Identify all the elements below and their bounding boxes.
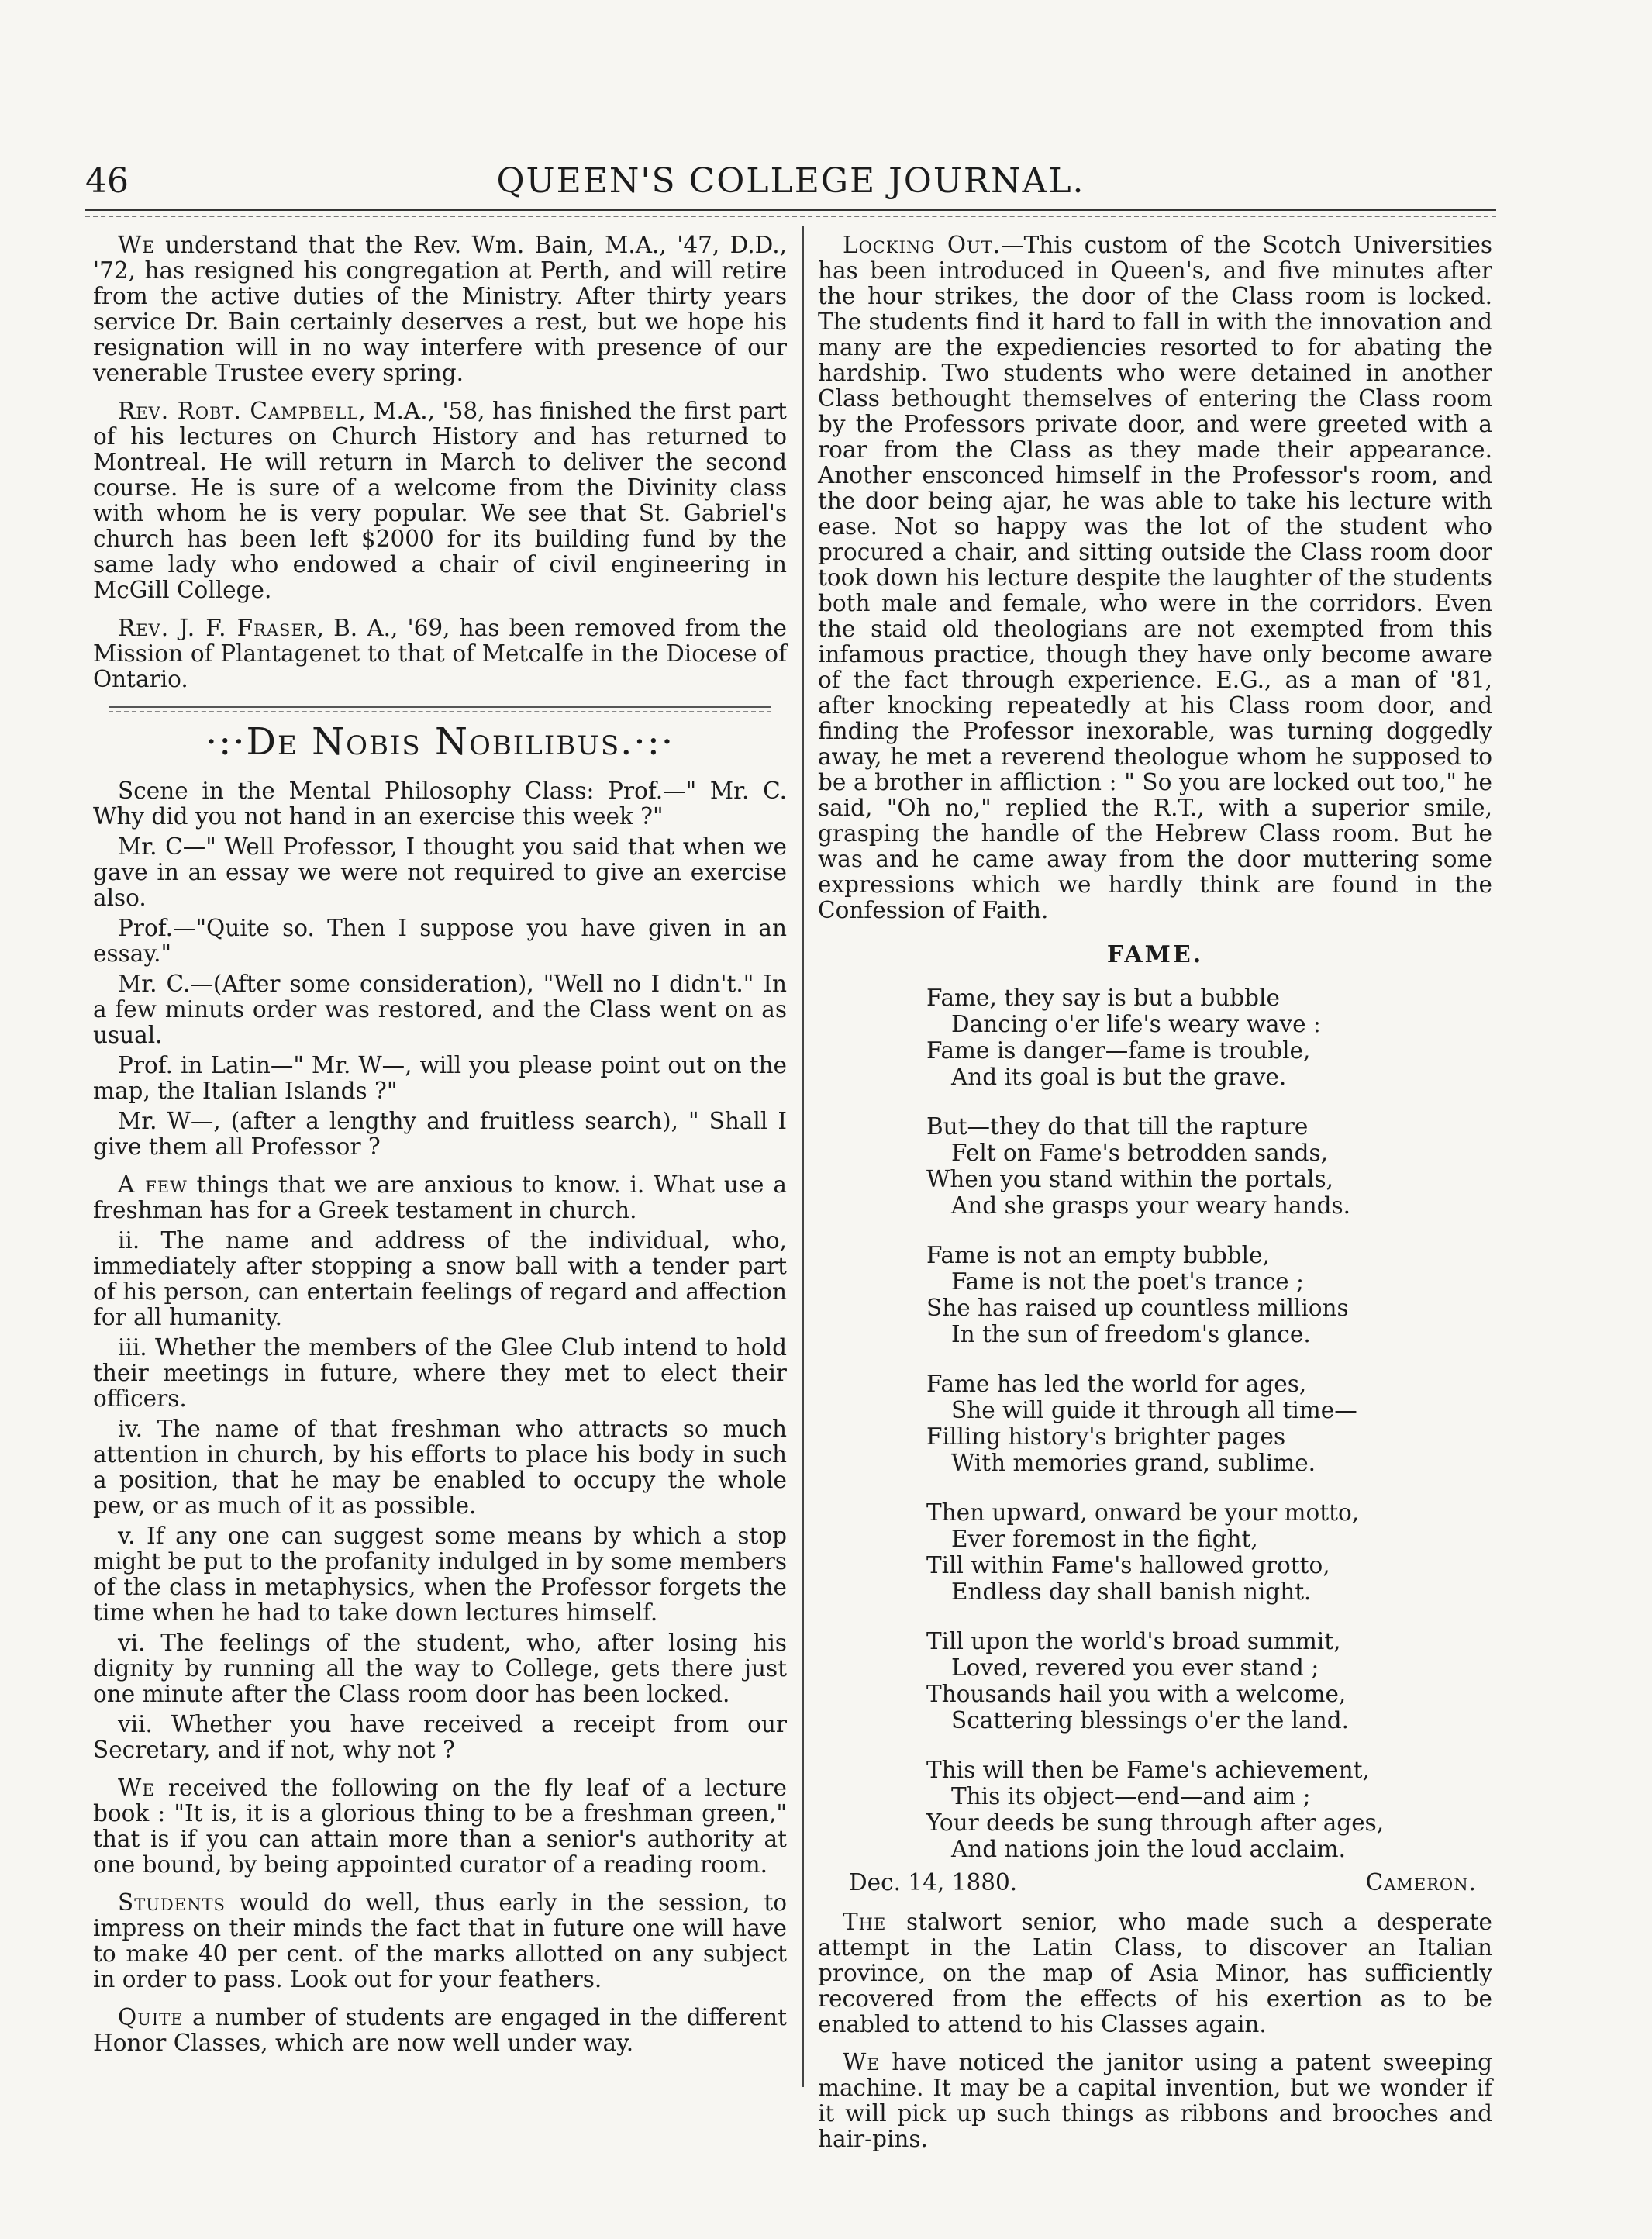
journal-title: QUEEN'S COLLEGE JOURNAL. xyxy=(496,161,1085,201)
list-item: ii. The name and address of the individual, who, immediately after stopping a snow ball with a tender part of his person, can entertain feelings of regard and affection for all humanity. xyxy=(93,1227,787,1330)
dialogue-line: Prof. in Latin—" Mr. W—, will you please point out on the map, the Italian Islands ?" xyxy=(93,1052,787,1104)
poem-line: Filling history's brighter pages xyxy=(926,1423,1286,1450)
paragraph-lead: Rev. J. F. Fraser xyxy=(118,615,317,641)
list-item: vi. The feelings of the student, who, after losing his dignity by running all the way to College, gets there just one minute after the Class room door has been locked. xyxy=(93,1630,787,1707)
poem-line: And its goal is but the grave. xyxy=(951,1064,1287,1090)
poem-line: When you stand within the portals, xyxy=(926,1166,1333,1192)
poem-line: In the sun of freedom's glance. xyxy=(951,1321,1311,1347)
paragraph-text: received the following on the fly leaf of a lecture book : "It is, it is a glorious thing to be a freshman green," that is if you can attain more than a senior's authority at one bound, by being appointed curator of a reading room. xyxy=(93,1775,787,1878)
list-item: iii. Whether the members of the Glee Club intend to hold their meetings in future, where they met to elect their officers. xyxy=(93,1334,787,1412)
dialogue-line: Prof.—"Quite so. Then I suppose you have given in an essay." xyxy=(93,915,787,967)
section-rule-dashed xyxy=(109,711,771,712)
poem-stanza xyxy=(926,1499,1492,1605)
paragraph-lead: Quite xyxy=(118,2004,184,2030)
poem-date: Dec. 14, 1880. xyxy=(849,1869,1018,1896)
news-paragraph-stalwort-senior xyxy=(818,1910,1492,2037)
poem-stanza xyxy=(926,1371,1492,1476)
poem-stanza xyxy=(926,1113,1492,1219)
poem-line: Then upward, onward be your motto, xyxy=(926,1499,1360,1526)
paragraph-text: things that we are anxious to know. i. What use a freshman has for a Greek testament in church. xyxy=(93,1171,787,1223)
list-item: vii. Whether you have received a receipt from our Secretary, and if not, why not ? xyxy=(93,1711,787,1763)
news-paragraph-students xyxy=(93,1890,787,1992)
paragraph-text: , B. A., '69, has been removed from the Mission of Plantagenet to that of Metcalfe in the Diocese of Ontario. xyxy=(93,615,787,692)
poem-line: Felt on Fame's betrodden sands, xyxy=(951,1140,1329,1166)
poem-line: But—they do that till the rapture xyxy=(926,1113,1309,1140)
poem-line: This will then be Fame's achievement, xyxy=(926,1757,1370,1783)
news-paragraph-janitor xyxy=(818,2050,1492,2152)
paragraph-text: , M.A., '58, has finished the first part of his lectures on Church History and has returned to Montreal. He will return in March to deliver the second course. He is sure of a welcome from the Divinity class with whom he is very popular. We see that St. Gabriel's church has been left $2000 for its building fund by the same lady who endowed a chair of civil engineering in McGill College. xyxy=(93,398,788,603)
poem-line: Dancing o'er life's weary wave : xyxy=(951,1011,1321,1037)
section-rule xyxy=(109,706,771,708)
poem-line: Endless day shall banish night. xyxy=(951,1578,1312,1605)
paragraph-lead: Students xyxy=(118,1889,226,1916)
news-paragraph-honor-classes xyxy=(93,2005,787,2056)
header-rule-dashed xyxy=(85,216,1496,217)
news-paragraph-locking-out xyxy=(818,233,1492,923)
poem-line: With memories grand, sublime. xyxy=(951,1450,1316,1476)
poem-line: Your deeds be sung through after ages, xyxy=(926,1809,1385,1836)
poem xyxy=(818,985,1492,1896)
column-divider xyxy=(802,226,804,2087)
scene-dialogue xyxy=(93,778,787,1160)
paragraph-lead: The xyxy=(843,1909,887,1935)
poem-line: This its object—end—and aim ; xyxy=(951,1783,1311,1809)
page-number: 46 xyxy=(85,161,129,201)
poem-line: Fame is not an empty bubble, xyxy=(926,1242,1270,1268)
poem-line: Fame is danger—fame is trouble, xyxy=(926,1037,1311,1064)
poem-line: Fame, they say is but a bubble xyxy=(926,985,1280,1011)
header-rule xyxy=(85,209,1496,211)
poem-line: Ever foremost in the fight, xyxy=(951,1526,1258,1552)
section-title: ·:·De Nobis Nobilibus.·:· xyxy=(205,720,675,764)
paragraph-lead: Rev. Robt. Campbell xyxy=(118,398,359,424)
paragraph-text: understand that the Rev. Wm. Bain, M.A., '47, D.D., '72, has resigned his congregation at Perth, and will retire from the active duties of the Ministry. After thirty years service Dr. Bain certainly deserves a rest, but we hope his resignation will in no way interfere with presence of our venerable Trustee every spring. xyxy=(93,232,787,386)
right-column xyxy=(818,233,1492,2165)
poem-line: And nations join the loud acclaim. xyxy=(951,1836,1347,1862)
poem-title: FAME. xyxy=(1106,941,1204,968)
news-paragraph-fraser xyxy=(93,616,787,692)
poem-line: Till within Fame's hallowed grotto, xyxy=(926,1552,1330,1578)
dialogue-line: Mr. C—" Well Professor, I thought you said that when we gave in an essay we were not required to give an exercise also. xyxy=(93,833,787,911)
paragraph-text: —This custom of the Scotch Universities has been introduced in Queen's, and five minutes after the hour strikes, the door of the Class room is locked. The students find it hard to fall in with the innovation and many are the expediencies resorted to for abating the hardship. Two students who were detained in another Class bethought themselves of entering the Class room by the Professors private door, and were greeted with a roar from the Class as they made their appearance. Another ensconced himself in the Professor's room, and the door being ajar, he was able to take his lecture with ease. Not so happy was the lot of the student who procured a chair, and sitting outside the Class room door took down his lecture despite the laughter of the students both male and female, who were in the corridors. Even the staid old theologians are not exempted from this infamous practice, though they have only become aware of the fact through experience. E.G., as a man of '81, after knocking repeatedly at his Class room door, and finding the Professor inexorable, was turning doggedly away, he met a reverend theologue whom he supposed to be a brother in affliction : " So you are locked out too," he said, "Oh no," replied the R.T., with a superior smile, grasping the handle of the Hebrew Class room. But he was and he came away from the door muttering some expressions which we hardly think are found in the Confession of Faith. xyxy=(818,232,1493,923)
list-item: iv. The name of that freshman who attracts so much attention in church, by his efforts to place his body in such a position, that he may be enabled to occupy the whole pew, or as much of it as possible. xyxy=(93,1416,787,1519)
poem-line: Loved, revered you ever stand ; xyxy=(951,1654,1319,1681)
poem-stanza xyxy=(926,1628,1492,1734)
poem-line: She will guide it through all time— xyxy=(951,1397,1357,1423)
list-item: v. If any one can suggest some means by which a stop might be put to the profanity indulged in by some members of the class in metaphysics, when the Professor forgets the time when he had to take down lectures himself. xyxy=(93,1523,787,1626)
poem-author: Cameron. xyxy=(1365,1869,1477,1896)
paragraph-text: would do well, thus early in the session, to impress on their minds the fact that in future one will have to make 40 per cent. of the marks allotted on any subject in order to pass. Look out for your feathers. xyxy=(93,1889,787,1992)
poem-line: Till upon the world's broad summit, xyxy=(926,1628,1341,1654)
paragraph-text: have noticed the janitor using a patent sweeping machine. It may be a capital invention, but we wonder if it will pick up such things as ribbons and brooches and hair-pins. xyxy=(818,2049,1492,2152)
paragraph-lead: We xyxy=(843,2049,880,2075)
dialogue-line: Mr. W—, (after a lengthy and fruitless search), " Shall I give them all Professor ? xyxy=(93,1108,787,1160)
paragraph-lead: We xyxy=(118,232,155,258)
paragraph-text: stalwort senior, who made such a desperate attempt in the Latin Class, to discover an Italian province, on the map of Asia Minor, has sufficiently recovered from the effects of his exertion as to be enabled to attend to his Classes again. xyxy=(818,1909,1492,2037)
paragraph-lead: A few xyxy=(118,1171,188,1198)
poem-line: Fame has led the world for ages, xyxy=(926,1371,1307,1397)
paragraph-lead: Locking Out. xyxy=(843,232,1002,258)
poem-line: She has raised up countless millions xyxy=(926,1295,1349,1321)
news-paragraph-bain xyxy=(93,233,787,386)
poem-stanza xyxy=(926,1757,1492,1862)
left-column xyxy=(93,233,787,2068)
paragraph-text: a number of students are engaged in the different Honor Classes, which are now well under way. xyxy=(93,2004,787,2056)
poem-line: Scattering blessings o'er the land. xyxy=(951,1707,1349,1734)
poem-stanza xyxy=(926,985,1492,1090)
paragraph-lead: We xyxy=(118,1775,155,1801)
dialogue-line: Mr. C.—(After some consideration), "Well no I didn't." In a few minuts order was restored, and the Class went on as usual. xyxy=(93,971,787,1048)
poem-line: Fame is not the poet's trance ; xyxy=(951,1268,1304,1295)
few-things-intro xyxy=(93,1172,787,1223)
poem-line: And she grasps your weary hands. xyxy=(951,1192,1350,1219)
poem-line: Thousands hail you with a welcome, xyxy=(926,1681,1347,1707)
few-things-list xyxy=(93,1172,787,1763)
dialogue-line: Scene in the Mental Philosophy Class: Prof.—" Mr. C. Why did you not hand in an exercise this week ?" xyxy=(93,778,787,830)
page-header xyxy=(85,161,1496,208)
news-paragraph-campbell xyxy=(93,398,787,603)
poem-signature xyxy=(849,1870,1477,1896)
news-paragraph-fly-leaf xyxy=(93,1775,787,1878)
poem-stanza xyxy=(926,1242,1492,1347)
